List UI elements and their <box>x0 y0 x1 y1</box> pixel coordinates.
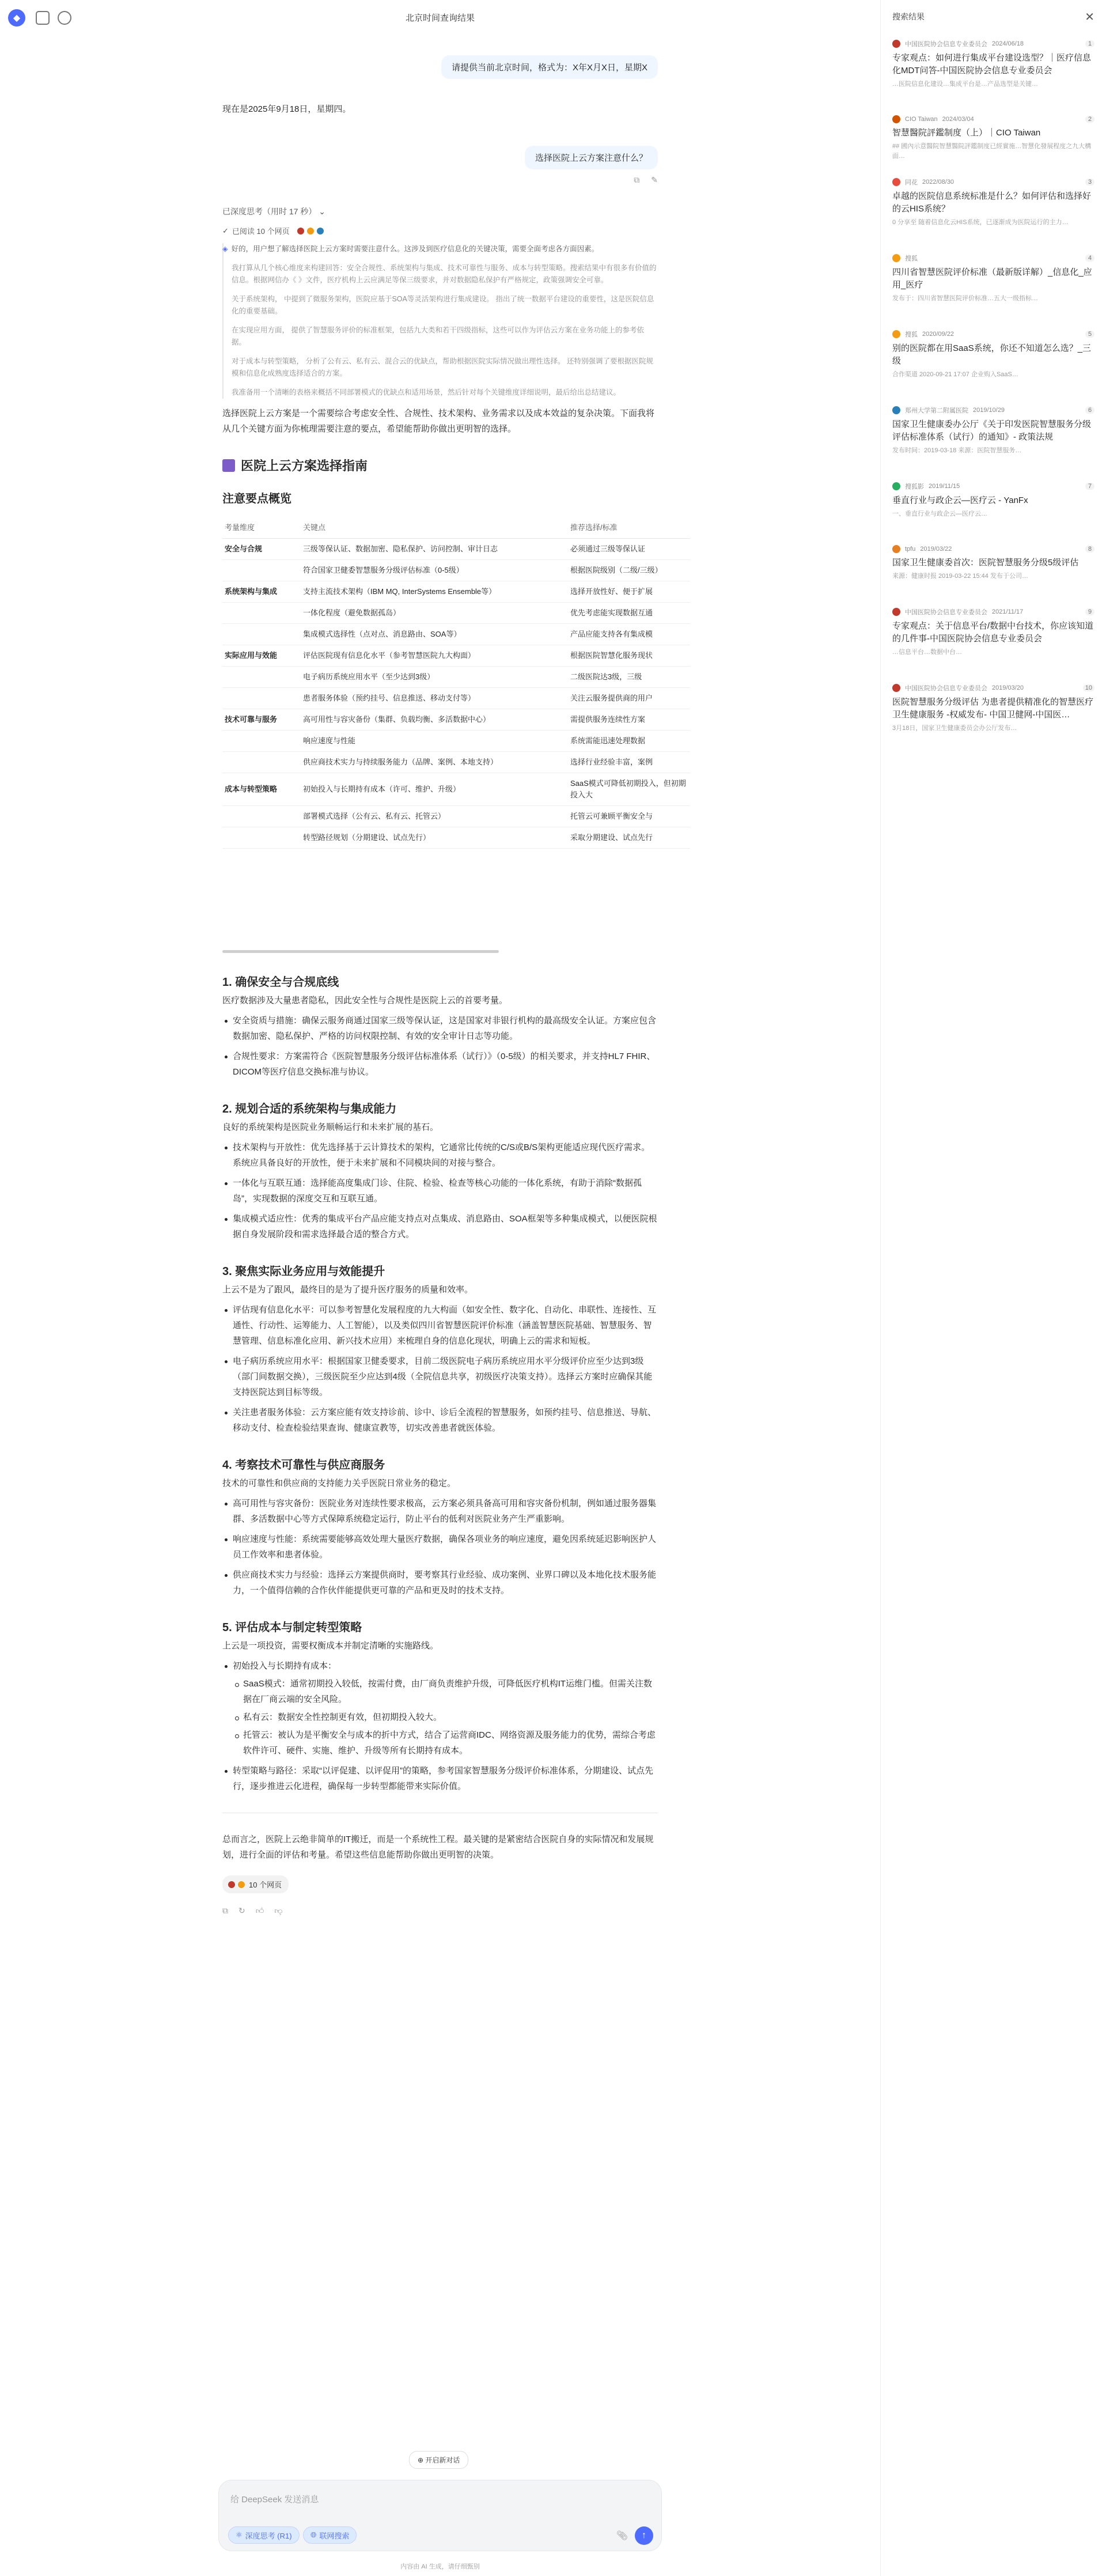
result-title[interactable]: 国家卫生健康委首次：医院智慧服务分级5级评估 <box>892 558 1079 568</box>
section-heading: 5. 评估成本与制定转型策略 <box>222 1621 362 1634</box>
answer-intro: 选择医院上云方案是一个需要综合考虑安全性、合规性、技术架构、业务需求以及成本效益的复杂决策。下面我将从几个关键方面为你梳理需要注意的要点，希望能帮助你做出更明智的选择。 <box>222 408 655 434</box>
table-cell: 产品应能支持各有集成模 <box>568 623 690 645</box>
table-cell <box>222 559 301 581</box>
conversation <box>222 36 686 1916</box>
result-snippet: 0 分享至 随着信息化云HIS系统，已逐渐成为医院运行的主力… <box>892 219 1069 226</box>
chat-title: 北京时间查询结果 <box>405 13 475 23</box>
table-cell: 集成模式选择性（点对点、消息路由、SOA等） <box>301 623 568 645</box>
result-meta <box>892 254 1094 263</box>
search-result[interactable] <box>881 172 1106 243</box>
table-cell: 安全与合规 <box>222 538 301 559</box>
search-done[interactable] <box>222 225 658 236</box>
search-result[interactable] <box>881 602 1106 673</box>
table-cell: 必须通过三级等保认证 <box>568 538 690 559</box>
regenerate-icon[interactable]: ↻ <box>238 1906 245 1915</box>
result-date: 2019/11/15 <box>929 483 960 490</box>
list-item: 评估现有信息化水平：可以参考智慧化发展程度的九大构面（如安全性、数字化、自动化、串联性、连接性、互通性、行动性、运筹能力、人工智能），以及类似四川省智慧医院评价标准（涵盖智慧医院基础、智慧服务、智慧管理、信息标准化应用、新兴技术应用）来梳理自身的信息化现状，明确上云的需求和短板。 <box>222 1302 658 1349</box>
result-meta <box>892 115 1094 123</box>
result-number: 6 <box>1085 407 1094 414</box>
table-cell <box>222 730 301 751</box>
table-cell <box>222 751 301 773</box>
result-meta <box>892 607 1094 616</box>
list-item: 高可用性与容灾备份：医院业务对连续性要求极高，云方案必须具备高可用和容灾备份机制，例如通过服务器集群、多活数据中心等方式保障系统稳定运行，防止平台的低利对医院业务产生严重影响。 <box>222 1496 658 1527</box>
source-favicon <box>228 1881 236 1889</box>
attach-icon[interactable]: 📎︎ <box>616 2531 628 2541</box>
result-number: 3 <box>1085 179 1094 186</box>
list-item: 关注患者服务体验：云方案应能有效支持诊前、诊中、诊后全流程的智慧服务，如预约挂号、信息推送、导航、移动支付、检查检验结果查询、健康宣教等，切实改善患者就医体验。 <box>222 1405 658 1436</box>
user-message: 请提供当前北京时间，格式为：X年X月X日，星期X <box>441 55 658 79</box>
result-number: 10 <box>1083 684 1094 691</box>
table-cell: 技术可靠与服务 <box>222 709 301 730</box>
table-row <box>222 602 690 623</box>
table-cell: 优先考虑能实现数据互通 <box>568 602 690 623</box>
sub-list-item: SaaS模式：通常初期投入较低，按需付费，由厂商负责维护升级，可降低医疗机构IT运维门槛。但需关注数据在厂商云端的安全风险。 <box>233 1676 658 1707</box>
overview-table[interactable] <box>222 516 686 953</box>
table-cell <box>222 623 301 645</box>
panel-title: 搜索结果 <box>892 12 925 21</box>
chevron-down-icon: ⌄ <box>319 207 325 216</box>
result-site: 搜狐 <box>905 255 918 262</box>
table-row <box>222 581 690 602</box>
chat-input-box[interactable] <box>219 2480 661 2551</box>
result-snippet: 发布时间：2019-03-18 来源：医院智慧服务… <box>892 447 1022 454</box>
atom-icon: ⚛ <box>236 2530 243 2539</box>
overview-heading: 注意要点概览 <box>222 493 291 505</box>
hospital-icon <box>222 459 235 472</box>
thinking-content <box>222 243 658 399</box>
table-row <box>222 827 690 848</box>
result-date: 2019/03/22 <box>920 546 952 553</box>
guide-heading <box>222 456 658 474</box>
table-row <box>222 623 690 645</box>
think-paragraph: 关于系统架构， 中提到了微服务架构，医院应基于SOA等灵活架构进行集成建设。 指出了统一数据平台建设的重要性，这是医院信息化的重要基础。 <box>232 295 654 315</box>
table-cell: 需提供服务连续性方案 <box>568 709 690 730</box>
site-favicon-icon <box>892 608 900 616</box>
section-intro: 上云不是为了跟风，最终目的是为了提升医疗服务的质量和效率。 <box>222 1285 474 1295</box>
site-favicon-icon <box>892 40 900 48</box>
result-meta <box>892 39 1094 48</box>
think-paragraph: 在实现应用方面， 提供了智慧服务评价的标准框架，包括九大类和若干四级指标，这些可以作为评估云方案在业务功能上的参考依据。 <box>232 326 644 346</box>
deepthink-button-label: 深度思考 (R1) <box>245 2531 292 2540</box>
table-row <box>222 709 690 730</box>
site-favicon-icon <box>892 545 900 553</box>
table-cell <box>222 805 301 827</box>
result-number: 9 <box>1085 608 1094 615</box>
site-favicon-icon <box>892 254 900 262</box>
list-item: 一体化与互联互通：选择能高度集成门诊、住院、检验、检查等核心功能的一体化系统，有助于消除“数据孤岛”，实现数据的深度交互和互联互通。 <box>222 1175 658 1206</box>
sub-list-item: 托管云：被认为是平衡安全与成本的折中方式，结合了运营商IDC、网络资源及服务能力的优势，需综合考虑软件许可、硬件、实施、维护、升级等所有长期持有成本。 <box>233 1727 658 1758</box>
result-snippet: …信息平台…数据中台… <box>892 649 962 656</box>
search-result[interactable] <box>881 324 1106 395</box>
result-site: CIO Taiwan <box>905 116 938 123</box>
search-result[interactable] <box>881 400 1106 471</box>
result-date: 2021/11/17 <box>992 608 1024 615</box>
result-site: 中国医院协会信息专业委员会 <box>905 685 987 692</box>
websearch-button[interactable] <box>303 2526 357 2544</box>
search-result[interactable] <box>881 33 1106 105</box>
table-cell: 高可用性与容灾备份（集群、负载均衡、多活数据中心） <box>301 709 568 730</box>
copy-icon[interactable]: ⧉ <box>222 1906 228 1915</box>
result-site: 搜狐影 <box>905 483 924 490</box>
table-row <box>222 805 690 827</box>
result-date: 2019/10/29 <box>973 407 1005 414</box>
table-cell: 采取分期建设、试点先行 <box>568 827 690 848</box>
think-paragraph: 我打算从几个核心维度来构建回答：安全合规性、系统架构与集成、技术可靠性与服务、成本与转型策略。搜索结果中有很多有价值的信息。根据网信办《 》文件，医疗机构上云应满足等保三级要求，并对数据隐私保护有严格规定，政策强调安全可靠。 <box>232 264 657 284</box>
list-item <box>222 1658 658 1758</box>
user-message: 选择医院上云方案注意什么？ <box>525 146 658 169</box>
table-cell: 实际应用与效能 <box>222 645 301 666</box>
conclusion: 总而言之，医院上云绝非简单的IT搬迁，而是一个系统性工程。最关键的是紧密结合医院自身的实际情况和发展规划，进行全面的评估和考量。希望这些信息能帮助你做出更明智的决策。 <box>222 1834 654 1860</box>
deepthink-button[interactable] <box>228 2526 300 2544</box>
sources-button[interactable] <box>222 1875 289 1893</box>
result-date: 2024/03/04 <box>942 116 974 123</box>
table-header: 关键点 <box>301 516 568 538</box>
close-icon[interactable]: ✕ <box>1085 10 1094 24</box>
result-snippet: 来源：健康时报 2019-03-22 15:44 发布于公司… <box>892 573 1028 580</box>
source-favicon <box>297 227 305 235</box>
table-row <box>222 773 690 805</box>
site-favicon-icon <box>892 482 900 490</box>
result-number: 1 <box>1085 40 1094 47</box>
search-result[interactable] <box>881 539 1106 597</box>
result-site: 中国医院协会信息专业委员会 <box>905 41 987 48</box>
result-meta <box>892 177 1094 187</box>
table-cell: 电子病历系统应用水平（至少达到3级） <box>301 666 568 687</box>
assistant-answer: 现在是2025年9月18日，星期四。 <box>222 104 351 114</box>
edit-icon[interactable]: ✎ <box>651 175 658 184</box>
table-row <box>222 559 690 581</box>
table-header: 推荐选择/标准 <box>568 516 690 538</box>
search-result[interactable] <box>881 248 1106 319</box>
table-cell: 三级等保认证、数据加密、隐私保护、访问控制、审计日志 <box>301 538 568 559</box>
result-number: 8 <box>1085 546 1094 553</box>
send-button[interactable]: ↑ <box>635 2526 653 2545</box>
source-favicon <box>306 227 315 235</box>
table-cell: 符合国家卫健委智慧服务分级评估标准（0-5级） <box>301 559 568 581</box>
table-cell: 部署模式选择（公有云、私有云、托管云） <box>301 805 568 827</box>
table-cell: 初始投入与长期持有成本（许可、维护、升级） <box>301 773 568 805</box>
table-cell <box>222 602 301 623</box>
result-meta <box>892 330 1094 339</box>
result-meta <box>892 683 1094 693</box>
table-cell <box>222 827 301 848</box>
section-heading: 1. 确保安全与合规底线 <box>222 976 339 989</box>
result-title[interactable]: 专家观点：关于信息平台/数据中台技术，你应该知道的几件事-中国医院协会信息专业委员会 <box>892 621 1094 644</box>
site-favicon-icon <box>892 406 900 414</box>
result-meta <box>892 482 1094 491</box>
result-title[interactable]: 四川省智慧医院评价标准（最新版详解）_信息化_应用_医疗 <box>892 267 1092 290</box>
site-favicon-icon <box>892 684 900 692</box>
deepthink-icon: ◈ <box>222 245 228 253</box>
search-result[interactable] <box>881 678 1106 749</box>
copy-icon[interactable]: ⧉ <box>634 175 640 184</box>
table-cell: SaaS模式可降低初期投入，但初期投入大 <box>568 773 690 805</box>
table-row <box>222 645 690 666</box>
guide-title: 医院上云方案选择指南 <box>241 459 368 473</box>
result-title[interactable]: 医院智慧服务分级评估 为患者提供精准化的智慧医疗卫生健康服务 -权威发布- 中国卫健网-中国医… <box>892 697 1094 720</box>
search-result[interactable] <box>881 109 1106 167</box>
result-title[interactable]: 专家观点：如何进行集成平台建设选型？｜医疗信息化MDT问答-中国医院协会信息专业委员会 <box>892 53 1092 75</box>
result-meta <box>892 406 1094 415</box>
list-item: 合规性要求：方案需符合《医院智慧服务分级评估标准体系（试行）》（0-5级）的相关要求，并支持HL7 FHIR、DICOM等医疗信息交换标准与协议。 <box>222 1049 658 1080</box>
list-item: 供应商技术实力与经验：选择云方案提供商时，要考察其行业经验、成功案例、业界口碑以及本地化技术服务能力，一个值得信赖的合作伙伴能提供更可靠的产品和更及时的技术支持。 <box>222 1567 658 1598</box>
result-date: 2019/03/20 <box>992 684 1024 691</box>
search-result[interactable] <box>881 476 1106 535</box>
source-favicon <box>237 1881 245 1889</box>
result-snippet: ## 國內示意醫院智慧醫院評鑑制度已經實施…智慧化發展程度之九大構面… <box>892 143 1092 160</box>
table-cell: 系统需能迅速处理数据 <box>568 730 690 751</box>
table-cell: 选择行业经验丰富，案例 <box>568 751 690 773</box>
table-cell: 根据医院智慧化服务现状 <box>568 645 690 666</box>
table-header: 考量维度 <box>222 516 301 538</box>
list-item: 电子病历系统应用水平：根据国家卫健委要求，目前二级医院电子病历系统应用水平分级评价应至少达到3级（部门间数据交换），三级医院至少应达到4级（全院信息共享，初级医疗决策支持）。选择云方案时应确保其能支持医院达到目标等级。 <box>222 1353 658 1400</box>
chat-input[interactable]: 给 DeepSeek 发送消息 <box>230 2495 319 2505</box>
result-site: 郑州大学第二附属医院 <box>905 407 968 414</box>
thumbs-up-icon[interactable]: 👍︎ <box>255 1906 264 1915</box>
think-paragraph: 我准备用一个清晰的表格来概括不同部署模式的优缺点和适用场景，然后针对每个关键维度详细说明，最后给出总结建议。 <box>232 388 621 396</box>
table-cell: 选择开放性好、便于扩展 <box>568 581 690 602</box>
section-intro: 良好的系统架构是医院业务顺畅运行和未来扩展的基石。 <box>222 1122 439 1132</box>
result-title[interactable]: 国家卫生健康委办公厅《关于印发医院智慧服务分级评估标准体系（试行）的通知》- 政策法规 <box>892 419 1092 442</box>
result-title[interactable]: 卓越的医院信息系统标准是什么？如何评估和选择好的云HIS系统？ <box>892 191 1092 214</box>
result-number: 2 <box>1085 116 1094 123</box>
result-snippet: 3月18日，国家卫生健康委员会办公厅发布… <box>892 725 1017 732</box>
table-cell: 托管云可兼顾平衡安全与 <box>568 805 690 827</box>
list-item-label: 初始投入与长期持有成本： <box>233 1661 337 1671</box>
table-row <box>222 687 690 709</box>
table-cell <box>222 687 301 709</box>
search-done-label: 已阅读 10 个网页 <box>232 227 290 236</box>
result-snippet: 一、垂直行业与政企云—医疗云… <box>892 510 987 517</box>
table-row <box>222 751 690 773</box>
table-row <box>222 666 690 687</box>
site-favicon-icon <box>892 115 900 123</box>
sub-list-item: 私有云：数据安全性控制更有效，但初期投入较大。 <box>233 1709 658 1725</box>
table-cell: 一体化程度（避免数据孤岛） <box>301 602 568 623</box>
result-date: 2020/09/22 <box>922 331 955 338</box>
table-cell: 响应速度与性能 <box>301 730 568 751</box>
sources-label: 10 个网页 <box>249 1881 282 1889</box>
table-cell: 支持主流技术架构（IBM MQ, InterSystems Ensemble等） <box>301 581 568 602</box>
deepthink-label: 已深度思考（用时 17 秒） <box>222 207 317 216</box>
list-item: 安全资质与措施：确保云服务商通过国家三级等保认证，这是国家对非银行机构的最高级安全认证。方案应包含数据加密、隐私保护、严格的访问权限控制、有效的安全审计日志等功能。 <box>222 1013 658 1044</box>
table-cell: 二级医院达3级，三级 <box>568 666 690 687</box>
list-item: 集成模式适应性：优秀的集成平台产品应能支持点对点集成、消息路由、SOA框架等多种集成模式，以便医院根据自身发展阶段和需求选择最合适的整合方式。 <box>222 1211 658 1242</box>
result-date: 2024/06/18 <box>992 40 1024 47</box>
disclaimer: 内容由 AI 生成，请仔细甄别 <box>400 2563 480 2570</box>
section-heading: 3. 聚焦实际业务应用与效能提升 <box>222 1265 385 1278</box>
result-site: tpfu <box>905 546 916 553</box>
section-intro: 医疗数据涉及大量患者隐私，因此安全性与合规性是医院上云的首要考量。 <box>222 996 508 1005</box>
section-heading: 4. 考察技术可靠性与供应商服务 <box>222 1459 385 1472</box>
table-cell: 关注云服务提供商的用户 <box>568 687 690 709</box>
table-cell <box>222 666 301 687</box>
source-favicon <box>316 227 324 235</box>
result-snippet: 发布于：四川省智慧医院评价标准…五大一级指标… <box>892 295 1038 302</box>
result-site: 同花 <box>905 179 918 186</box>
result-number: 4 <box>1085 255 1094 262</box>
deepseek-logo-icon[interactable]: ◆ <box>8 9 25 27</box>
new-chat-button[interactable]: ⊕ 开启新对话 <box>409 2451 468 2469</box>
table-cell: 供应商技术实力与持续服务能力（品牌、案例、本地支持） <box>301 751 568 773</box>
table-row <box>222 730 690 751</box>
table-cell: 系统架构与集成 <box>222 581 301 602</box>
table-cell: 患者服务体验（预约挂号、信息推送、移动支付等） <box>301 687 568 709</box>
result-number: 5 <box>1085 331 1094 338</box>
result-number: 7 <box>1085 483 1094 490</box>
deepthink-toggle[interactable] <box>222 206 658 217</box>
table-cell: 转型路径规划（分期建设、试点先行） <box>301 827 568 848</box>
result-title[interactable]: 垂直行业与政企云—医疗云 - YanFx <box>892 495 1028 505</box>
result-site: 中国医院协会信息专业委员会 <box>905 609 987 616</box>
result-meta <box>892 545 1094 553</box>
section-heading: 2. 规划合适的系统架构与集成能力 <box>222 1103 397 1115</box>
websearch-button-label: 联网搜索 <box>319 2531 350 2540</box>
table-cell: 成本与转型策略 <box>222 773 301 805</box>
list-item: 技术架构与开放性：优先选择基于云计算技术的架构，它通常比传统的C/S或B/S架构更能适应现代医疗需求。系统应具备良好的开放性，便于未来扩展和不同模块间的对接与整合。 <box>222 1140 658 1171</box>
table-cell: 评估医院现有信息化水平（参考智慧医院九大构面） <box>301 645 568 666</box>
result-snippet: …医院信息化建设…集成平台是…产品选型是关键… <box>892 81 1038 88</box>
thumbs-down-icon[interactable]: 👎︎ <box>274 1906 283 1915</box>
result-title[interactable]: 别的医院都在用SaaS系统，你还不知道怎么选？_三级 <box>892 343 1092 366</box>
site-favicon-icon <box>892 330 900 338</box>
horizontal-scrollbar[interactable] <box>222 950 499 953</box>
table-row <box>222 538 690 559</box>
result-title[interactable]: 智慧醫院評鑑制度（上）｜CIO Taiwan <box>892 128 1041 138</box>
search-results-panel <box>880 0 1106 2576</box>
table-cell: 根据医院级别（二级/三级） <box>568 559 690 581</box>
result-date: 2022/08/30 <box>922 179 955 186</box>
think-paragraph: 好的，用户想了解选择医院上云方案时需要注意什么。这涉及到医疗信息化的关键决策，需要全面考虑各方面因素。 <box>231 245 599 253</box>
new-chat-label: 开启新对话 <box>425 2456 460 2464</box>
list-item: 响应速度与性能：系统需要能够高效处理大量医疗数据，确保各项业务的响应速度，避免因系统延迟影响医护人员工作效率和患者体验。 <box>222 1531 658 1563</box>
list-item: 转型策略与路径：采取“以评促建、以评促用”的策略，参考国家智慧服务分级评价标准体系，分期建设、试点先行，逐步推进云化进程，确保每一步转型都能带来实际价值。 <box>222 1763 658 1794</box>
section-intro: 技术的可靠性和供应商的支持能力关乎医院日常业务的稳定。 <box>222 1478 456 1488</box>
section-intro: 上云是一项投资，需要权衡成本并制定清晰的实施路线。 <box>222 1641 439 1651</box>
globe-icon: 🌐︎ <box>310 2530 317 2539</box>
think-paragraph: 对于成本与转型策略， 分析了公有云、私有云、混合云的优缺点，帮助根据医院实际情况做出理性选择。 还特别强调了要根据医院规模和信息化成熟度选择适合的方案。 <box>232 357 653 377</box>
site-favicon-icon <box>892 178 900 186</box>
result-site: 搜狐 <box>905 331 918 338</box>
result-snippet: 合作渠道 2020-09-21 17:07 企业购入SaaS… <box>892 371 1018 378</box>
check-icon: ✓ <box>222 226 229 235</box>
